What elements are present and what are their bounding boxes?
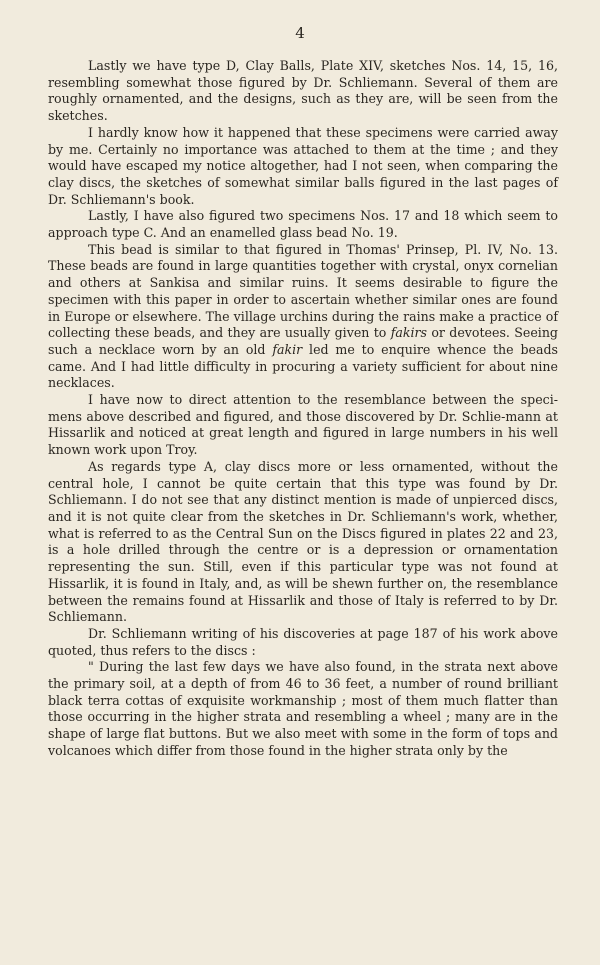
page-number: 4 — [295, 24, 305, 42]
text-run: led me to enquire whence the beads came. And I had little difficulty in procuring a variety sufficient for about nine necklaces. — [48, 341, 558, 391]
text-run: Lastly, I have also figured two specimens Nos. 17 and 18 which seem to approach type C. And an enamelled glass bead No. 19. — [48, 208, 558, 241]
text-run: This bead is similar to that figured in Thomas' Prinsep, Pl. IV, No. 13. These beads are found in large quantities together with crystal, onyx cornelian and others at Sankisa and similar ruins. It seems desirable to figure the specimen with this paper in order to ascertain whether similar ones are found in Europe or elsewhere. The village urchins during the rains make a practice of collecting these beads, and they are usually given to — [48, 241, 558, 341]
paragraph — [48, 392, 558, 459]
text-run: Lastly we have type D, Clay Balls, Plate XIV, sketches Nos. 14, 15, 16, resembling somewhat those figured by Dr. Schliemann. Several of them are roughly ornamented, and the designs, such as they are, will be seen from the sketches. — [48, 58, 558, 124]
paragraph — [48, 125, 558, 209]
paragraph — [48, 242, 558, 392]
body-text — [48, 58, 558, 760]
text-run: or devotees. Seeing such a necklace worn by an old — [48, 325, 558, 357]
paragraph — [48, 459, 558, 626]
text-run: As regards type A, clay discs more or less ornamented, without the central hole, I cannot be quite certain that this type was found by Dr. Schliemann. I do not see that any distinct mention is made of unpierced discs, and it is not quite clear from the sketches in Dr. Schliemann's work, whether, what is referred to as the Central Sun on the Discs figured in plates 22 and 23, is a hole drilled through the centre or is a depression or ornamentation representing the sun. Still, even if this particular type was not found at Hissarlik, it is found in Italy, and, as will be shewn further on, the resemblance between the remains found at Hissarlik and those of Italy is referred to by Dr. Schliemann. — [48, 458, 558, 625]
italic-term: fakirs — [390, 325, 428, 341]
text-run: I hardly know how it happened that these specimens were carried away by me. Certainly no importance was attached to them at the time ; and they would have escaped my notice altogether, had I not seen, when comparing the clay discs, the sketches of somewhat similar balls figured in the last pages of Dr. Schliemann's book. — [48, 124, 558, 207]
text-run: Dr. Schliemann writing of his discoveries at page 187 of his work above quoted, thus refers to the discs : — [48, 625, 558, 658]
italic-term: fakir — [272, 341, 303, 357]
paragraph — [48, 58, 558, 125]
paragraph — [48, 208, 558, 241]
paragraph — [48, 659, 558, 759]
text-run: I have now to direct attention to the resemblance between the speci-mens above described and figured, and those discovered by Dr. Schlie-mann at Hissarlik and noticed at great length and figured in large numbers in his well known work upon Troy. — [48, 392, 558, 458]
text-run: " During the last few days we have also found, in the strata next above the primary soil, at a depth of from 46 to 36 feet, a number of round brilliant black terra cottas of exquisite workmanship ; most of them much flatter than those occurring in the higher strata and resembling a wheel ; many are in the shape of large flat buttons. But we also meet with some in the form of tops and volcanoes which differ from those found in the higher strata only by the — [48, 659, 558, 758]
paragraph — [48, 626, 558, 659]
